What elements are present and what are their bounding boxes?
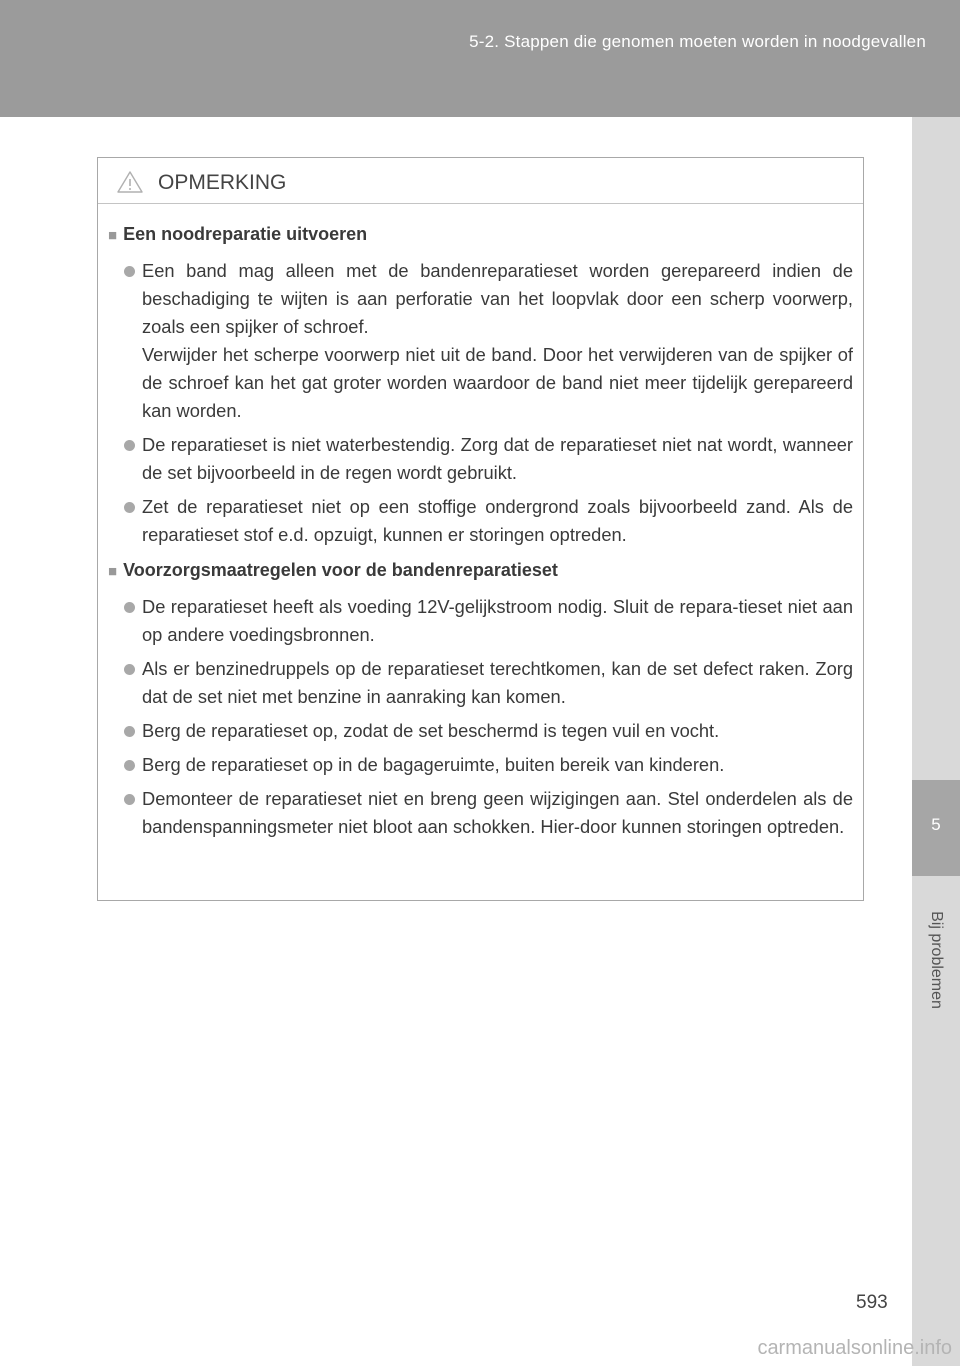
page-header (0, 0, 960, 117)
warning-icon (116, 170, 144, 194)
watermark: carmanualsonline.info (757, 1337, 952, 1359)
side-tab (912, 117, 960, 1366)
note-header (98, 158, 863, 204)
round-bullet-icon (124, 602, 135, 613)
square-bullet-icon: ■ (108, 227, 118, 244)
list-item: De reparatieset is niet waterbestendig. Zorg dat de reparatieset niet nat wordt, wanneer de set bijvoorbeeld in de regen wordt gebruikt. (108, 431, 853, 487)
side-tab-number: 5 (931, 815, 941, 834)
section-title: ■ Voorzorgsmaatregelen voor de bandenreparatieset (108, 560, 558, 580)
round-bullet-icon (124, 266, 135, 277)
round-bullet-icon (124, 726, 135, 737)
round-bullet-icon (124, 440, 135, 451)
note-box (97, 157, 864, 901)
round-bullet-icon (124, 502, 135, 513)
chapter-title: 5-2. Stappen die genomen moeten worden in noodgevallen (469, 32, 926, 51)
list-item: Berg de reparatieset op in de bagageruimte, buiten bereik van kinderen. (108, 751, 853, 779)
round-bullet-icon (124, 760, 135, 771)
square-bullet-icon: ■ (108, 563, 118, 580)
list-item: Een band mag alleen met de bandenreparatieset worden gerepareerd indien de beschadiging te wijten is aan perforatie van het loopvlak door een scherp voorwerp, zoals een spijker of schroef. Verwijder het scherpe voorwerp niet uit de band. Door het verwijderen van de spijker of de schroef kan het gat groter worden waardoor de band niet meer tijdelijk gerepareerd kan worden. (108, 257, 853, 425)
list-item: Zet de reparatieset niet op een stoffige ondergrond zoals bijvoorbeeld zand. Als de reparatieset stof e.d. opzuigt, kunnen er storingen optreden. (108, 493, 853, 549)
round-bullet-icon (124, 794, 135, 805)
list-item: Als er benzinedruppels op de reparatieset terechtkomen, kan de set defect raken. Zorg dat de set niet met benzine in aanraking kan komen. (108, 655, 853, 711)
side-tab-label: Bij problemen (928, 911, 945, 1009)
section-title: ■ Een noodreparatie uitvoeren (108, 224, 368, 244)
note-body (98, 204, 863, 841)
page-number: 593 (856, 1292, 888, 1313)
list-item: De reparatieset heeft als voeding 12V-gelijkstroom nodig. Sluit de repara-tieset niet aan op andere voedingsbronnen. (108, 593, 853, 649)
round-bullet-icon (124, 664, 135, 675)
list-item: Berg de reparatieset op, zodat de set beschermd is tegen vuil en vocht. (108, 717, 853, 745)
note-title: OPMERKING (158, 171, 287, 194)
list-item: Demonteer de reparatieset niet en breng geen wijzigingen aan. Stel onderdelen als de bandenspanningsmeter niet bloot aan schokken. Hier-door kunnen storingen optreden. (108, 785, 853, 841)
